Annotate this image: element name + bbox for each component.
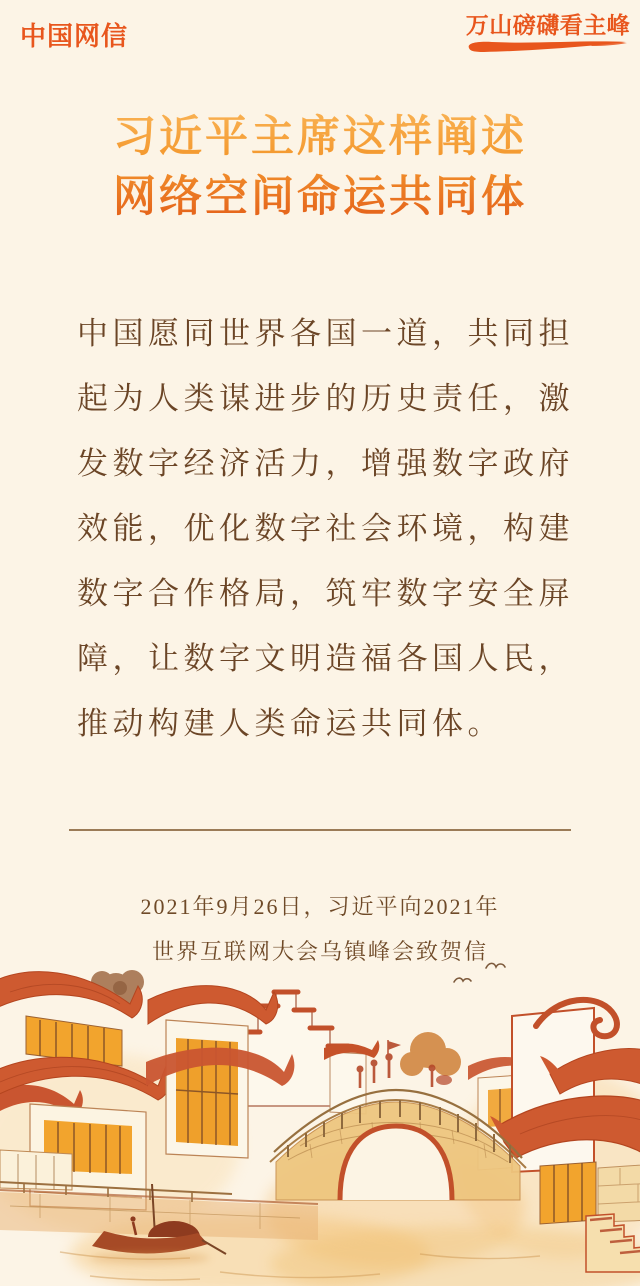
quote-line: 效能，优化数字社会环境，构建 <box>77 511 574 546</box>
brush-swoosh-icon <box>466 39 630 54</box>
page-title <box>0 108 640 228</box>
mid-left-building <box>146 986 294 1158</box>
logo-left: 中国网信 <box>20 21 129 51</box>
quote-paragraph <box>77 301 577 756</box>
quote-line: 推动构建人类命运共同体。 <box>77 706 503 741</box>
attribution-line-1: 2021年9月26日，习近平向2021年 <box>140 894 500 919</box>
quote-line: 发数字经济活力，增强数字政府 <box>77 446 574 481</box>
title-line-1: 习近平主席这样阐述 <box>113 114 527 161</box>
watertown-bridge-illustration-icon <box>0 954 640 1286</box>
attribution-line-2: 世界互联网大会乌镇峰会致贺信 <box>151 939 488 964</box>
divider-line <box>69 829 571 831</box>
title-line-2: 网络空间命运共同体 <box>113 174 527 221</box>
quote-line: 起为人类谋进步的历史责任，激 <box>77 381 574 416</box>
logo-right-text: 万山磅礴看主峰 <box>465 12 631 38</box>
quote-line: 中国愿同世界各国一道，共同担 <box>77 316 574 351</box>
quote-line: 数字合作格局，筑牢数字安全屏 <box>77 576 574 611</box>
quote-line: 障，让数字文明造福各国人民， <box>77 641 574 676</box>
logo-right <box>462 12 634 54</box>
birds-icon <box>454 963 505 982</box>
